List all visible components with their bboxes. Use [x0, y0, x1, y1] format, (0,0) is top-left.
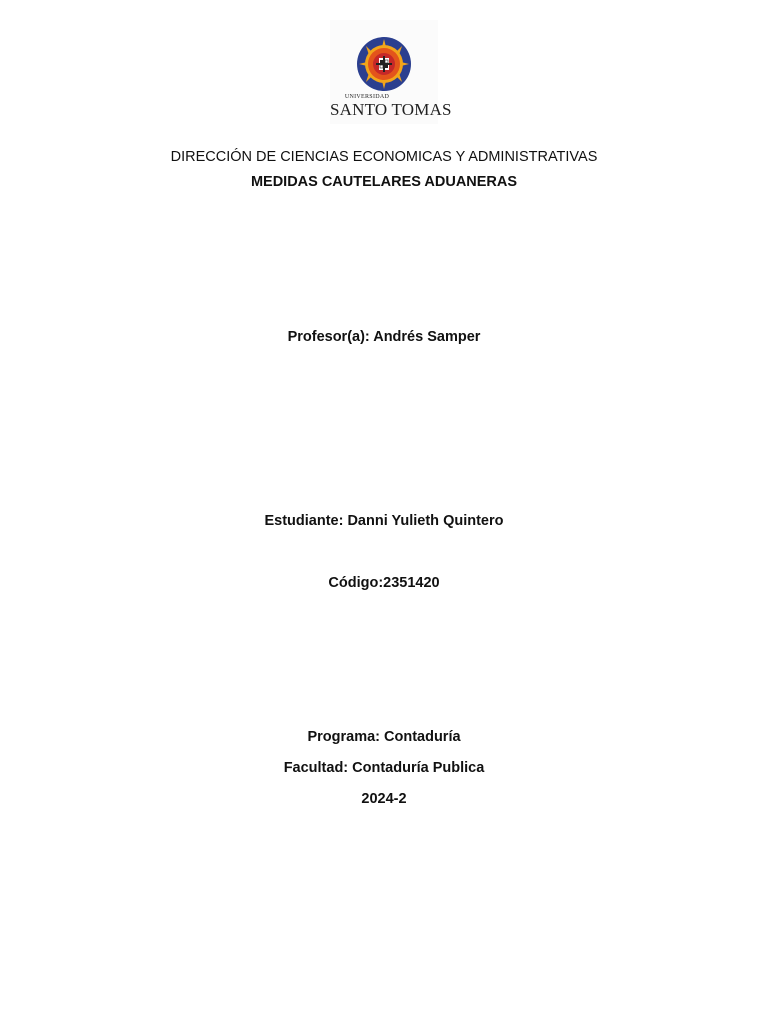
student-line: Estudiante: Danni Yulieth Quintero [264, 513, 504, 529]
logo-name-text: SANTO TOMAS [330, 100, 452, 119]
professor-line: Profesor(a): Andrés Samper [287, 329, 481, 345]
university-logo [330, 20, 452, 124]
university-seal-icon [330, 20, 438, 94]
faculty-line: Facultad: Contaduría Publica [283, 760, 485, 776]
program-line: Programa: Contaduría [307, 729, 461, 745]
document-title: MEDIDAS CAUTELARES ADUANERAS [250, 174, 518, 190]
logo-small-text: UNIVERSIDAD [344, 94, 390, 100]
term-line: 2024-2 [361, 791, 407, 807]
student-code-line: Código:2351420 [328, 575, 440, 591]
logo-wordmark [330, 94, 452, 119]
department-heading: DIRECCIÓN DE CIENCIAS ECONOMICAS Y ADMINISTRATIVAS [170, 149, 598, 165]
